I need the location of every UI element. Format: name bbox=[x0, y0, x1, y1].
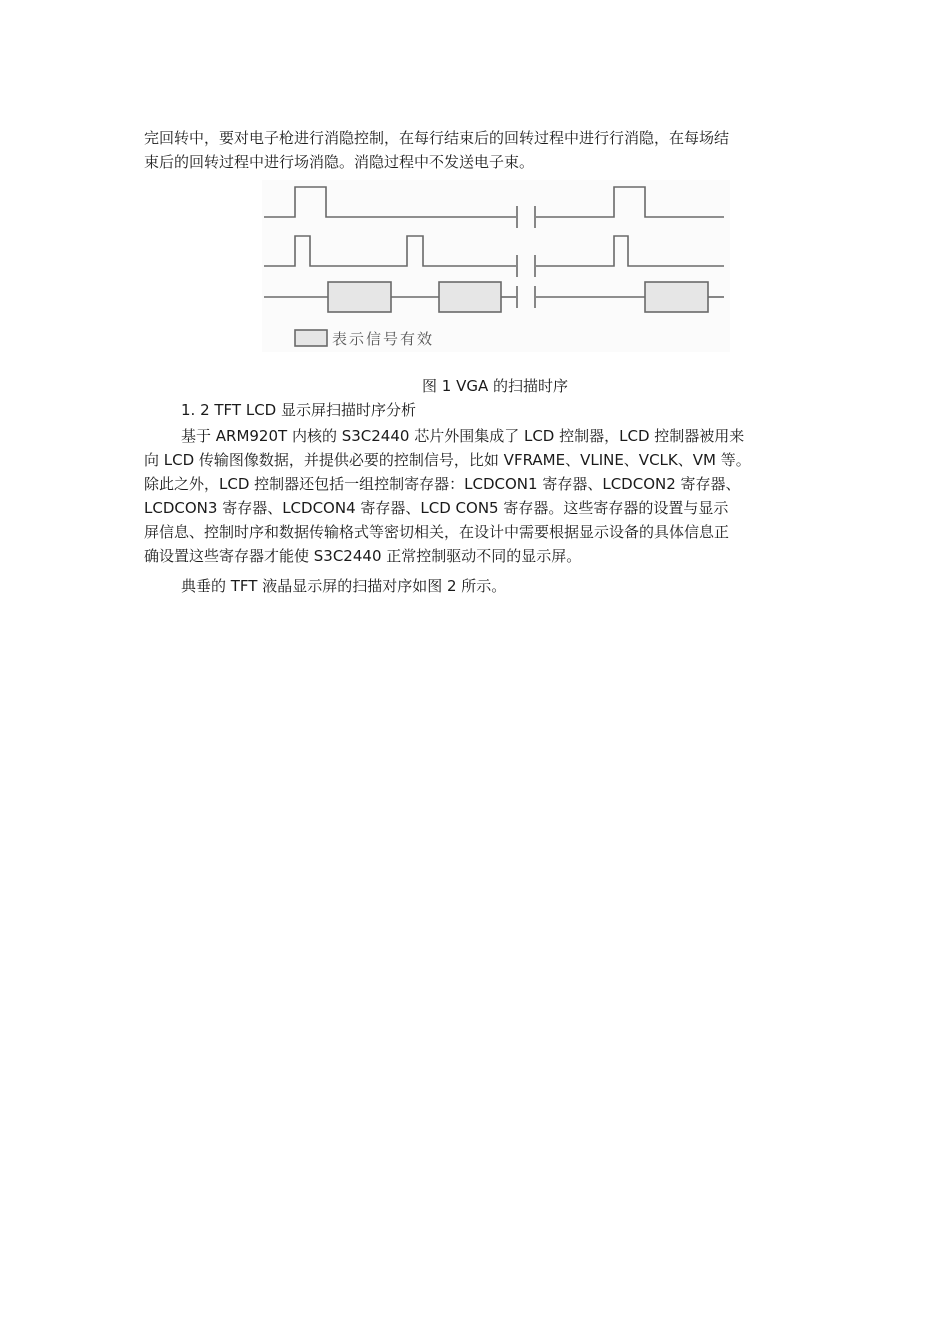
body-line-3: 除此之外，LCD 控制器还包括一组控制寄存器：LCDCON1 寄存器、LCDCON2 寄存器、 bbox=[144, 475, 741, 493]
frame-sync-wave-left bbox=[264, 187, 516, 217]
body-line-2: 向 LCD 传输图像数据，并提供必要的控制信号，比如 VFRAME、VLINE、VCLK、VM 等。 bbox=[144, 451, 751, 469]
legend-swatch bbox=[295, 330, 327, 346]
body-line-6: 确设置这些寄存器才能使 S3C2440 正常控制驱动不同的显示屏。 bbox=[144, 547, 582, 565]
line-sync-wave-left bbox=[264, 236, 516, 266]
body-paragraph-2: 典垂的 TFT 液晶显示屏的扫描对序如图 2 所示。 bbox=[181, 577, 507, 595]
section-heading: 1. 2 TFT LCD 显示屏扫描时序分析 bbox=[181, 401, 416, 419]
intro-line-2: 束后的回转过程中进行场消隐。消隐过程中不发送电子束。 bbox=[144, 153, 535, 171]
body-line-1: 基于 ARM920T 内核的 S3C2440 芯片外围集成了 LCD 控制器，LCD 控制器被用来 bbox=[181, 427, 745, 445]
body-line-5: 屏信息、控制时序和数据传输格式等密切相关，在设计中需要根据显示设备的具体信息正 bbox=[144, 523, 730, 541]
intro-paragraph bbox=[144, 126, 814, 174]
vga-timing-diagram bbox=[262, 180, 730, 352]
body-paragraph-1 bbox=[144, 424, 814, 568]
active-data-block-2 bbox=[439, 282, 501, 312]
body-line-4: LCDCON3 寄存器、LCDCON4 寄存器、LCD CON5 寄存器。这些寄存器的设置与显示 bbox=[144, 499, 729, 517]
legend-label: 表示信号有效 bbox=[332, 330, 435, 348]
line-sync-wave-right bbox=[536, 236, 724, 266]
intro-line-1: 完回转中，要对电子枪进行消隐控制，在每行结束后的回转过程中进行行消隐，在每场结 bbox=[144, 129, 730, 147]
active-data-block-1 bbox=[328, 282, 391, 312]
frame-sync-wave-right bbox=[536, 187, 724, 217]
figure-caption: 图 1 VGA 的扫描时序 bbox=[422, 377, 568, 395]
timing-diagram-svg bbox=[262, 180, 730, 352]
active-data-block-3 bbox=[645, 282, 708, 312]
